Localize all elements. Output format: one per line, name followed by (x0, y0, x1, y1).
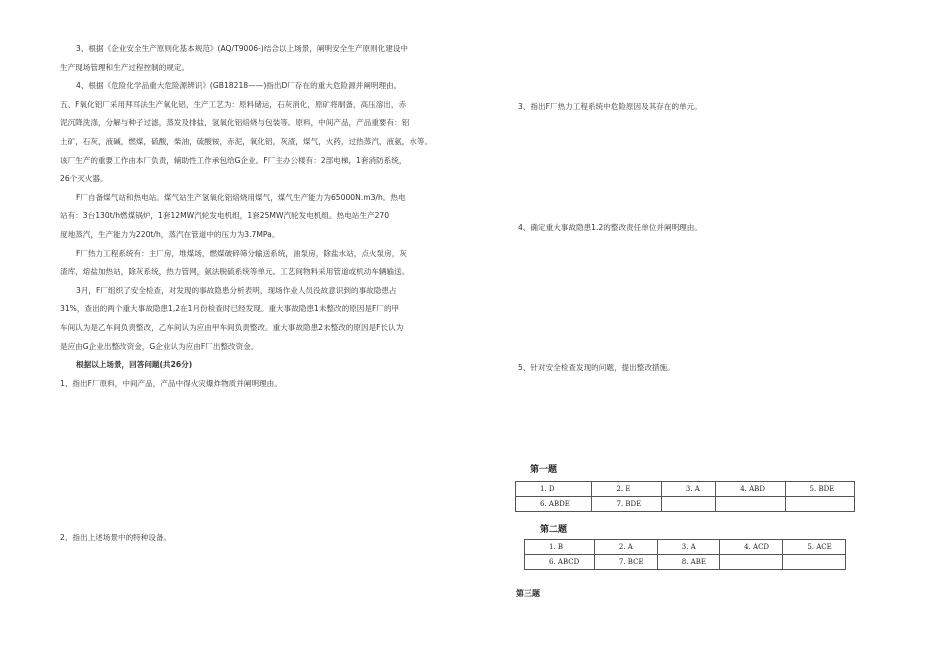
question-4: 4、确定重大事故隐患1.2的整改责任单位并阐明理由。 (518, 223, 702, 232)
paragraph-line: 车间认为是乙车间负责整改，乙车间认为应由甲车间负责整改。重大事故隐患2未整改的原因是F长认为 (60, 322, 404, 332)
answer-cell: 5. ACE (783, 540, 846, 555)
answer-row (525, 555, 846, 570)
section-1-title: 第一题 (530, 465, 558, 475)
section-3-title: 第三题 (516, 588, 540, 598)
answer-cell: 5. BDE (785, 482, 854, 497)
answer-cell (661, 497, 715, 512)
paragraph-line: 3、根据《企业安全生产原则化基本规范》(AQ/T9006-)结合以上场景，阐明安全生产原则化建设中 (76, 44, 409, 53)
paragraph-line: 泥沉降洗涤，分解与种子过滤，蒸发及排盐，氢氧化铝焙烧与包装等。原料，中间产品，产品重要有：铝 (60, 118, 410, 128)
paragraph-line: 31%，查出的两个重大事故隐患1,2在1月份检查时已经发现。重大事故隐患1未整改的原因是F厂的甲 (60, 304, 400, 314)
answer-cell (716, 497, 785, 512)
answer-cell: 3. A (661, 482, 715, 497)
paragraph-line: 是应由G企业出整改资金，G企业认为应由F厂出整改资金。 (60, 341, 259, 351)
question-2: 2、指出上述场景中的特种设备。 (60, 533, 172, 542)
paragraph-line: 26个灭火器。 (60, 174, 108, 184)
answer-cell: 6. ABDE (516, 497, 592, 512)
scene-heading: 根据以上场景，回答问题(共26分) (76, 360, 193, 370)
paragraph-line: 生产现场管理和生产过程控制的规定。 (60, 62, 190, 72)
paragraph-line: 3月，F厂组织了安全检查，对发现的事故隐患分析表明，现场作业人员没故意识到的事故隐患占 (76, 285, 397, 295)
answer-table-1 (515, 481, 855, 512)
left-column (60, 40, 455, 375)
answer-cell: 4. ABD (716, 482, 785, 497)
answer-cell: 1. D (516, 482, 592, 497)
answer-cell: 2. E (592, 482, 661, 497)
answer-cell (785, 497, 854, 512)
answer-row (516, 482, 855, 497)
section-2-title: 第二题 (540, 525, 568, 535)
question-1: 1、指出F厂原料，中间产品，产品中得火灾爆炸物质并阐明理由。 (60, 379, 282, 388)
paragraph-line: 该厂生产的重要工作由本厂负责，辅助性工作承包给G企业。F厂主办公楼有：2部电梯，1套消防系统， (60, 155, 407, 165)
question-3: 3、指出F厂热力工程系统中危险原因及其存在的单元。 (518, 102, 702, 111)
answer-cell: 3. A (657, 540, 719, 555)
answer-cell: 8. ABE (657, 555, 719, 570)
answer-cell: 7. BCE (594, 555, 657, 570)
answer-cell: 7. BDE (592, 497, 661, 512)
answer-cell (720, 555, 783, 570)
paragraph-line: F厂热力工程系统有：主厂房，堆煤场，燃煤破碎筛分输送系统，油泵房，除盐水站，点火泵房，灰 (76, 248, 407, 258)
paragraph-line: 4、根据《危险化学品重大危险源辨识》(GB18218——)指出D厂存在的重大危险源并阐明理由。 (76, 81, 402, 91)
answer-cell: 1. B (525, 540, 595, 555)
paragraph-line: 五、F氧化铝厂采用拜耳法生产氧化铝，生产工艺为：原料储运，石灰消化，原矿将制备，高压溶出，赤 (60, 99, 407, 109)
paragraph-line: 土矿，石灰，液碱，燃煤，硫酸，柴油，硫酸铵，赤泥，氧化铝，灰渣，煤气，火药，过热蒸汽，液氨，水等。 (60, 136, 433, 146)
answer-table-2 (524, 539, 846, 570)
paragraph-line: 度地蒸汽，生产能力为220t/h，蒸汽在管道中的压力为3.7MPa。 (60, 229, 280, 239)
paragraph-line: 站有：3台130t/h燃煤锅炉，1套12MW汽轮发电机组，1套25MW汽轮发电机组。热电站生产270 (60, 211, 390, 221)
answer-cell: 4. ACD (720, 540, 783, 555)
paragraph-line: 渣库，熔盐加热站，除灰系统，热力管网，氨法脱硫系统等单元。工艺间物料采用管道或机动车辆输送。 (60, 267, 410, 277)
answer-cell: 6. ABCD (525, 555, 595, 570)
answer-cell (783, 555, 846, 570)
answer-row (516, 497, 855, 512)
question-5: 5、针对安全检查发现的问题，提出整改措施。 (518, 363, 675, 372)
answer-cell: 2. A (594, 540, 657, 555)
answer-row (525, 540, 846, 555)
paragraph-line: F厂自备煤气站和热电站。煤气站生产氢氧化铝焙烧用煤气，煤气生产能力为65000N.m3/h。热电 (76, 192, 406, 202)
